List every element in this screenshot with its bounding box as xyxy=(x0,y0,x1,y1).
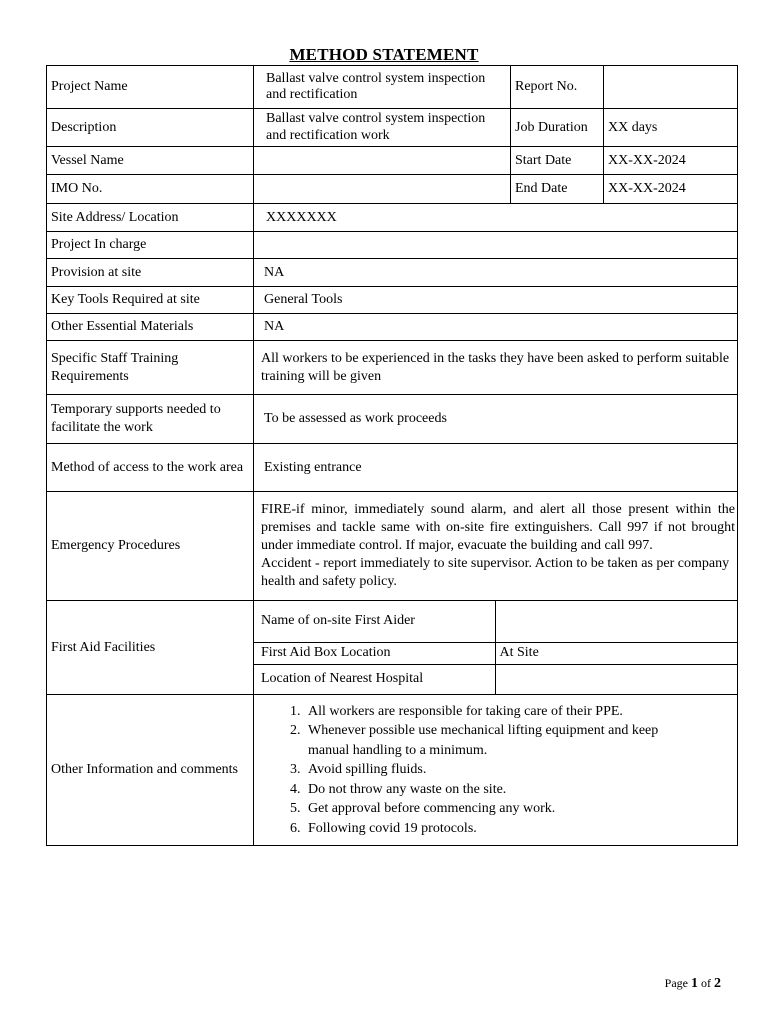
other-materials-value: NA xyxy=(254,314,738,341)
project-in-charge-value xyxy=(254,232,738,259)
staff-training-label: Specific Staff Training Requirements xyxy=(47,341,254,395)
emergency-label: Emergency Procedures xyxy=(47,492,254,601)
provision-value: NA xyxy=(254,259,738,287)
first-aid-table xyxy=(254,601,737,694)
row-other-info xyxy=(47,695,738,846)
end-date-label: End Date xyxy=(511,175,604,204)
key-tools-label: Key Tools Required at site xyxy=(47,287,254,314)
emergency-value xyxy=(254,492,738,601)
first-aider-value xyxy=(495,601,737,642)
row-other-materials xyxy=(47,314,738,341)
page-number xyxy=(665,976,721,992)
key-tools-value: General Tools xyxy=(254,287,738,314)
row-site-address xyxy=(47,204,738,232)
page-word: Page xyxy=(664,976,688,990)
project-in-charge-label: Project In charge xyxy=(47,232,254,259)
box-location-label: First Aid Box Location xyxy=(254,642,495,664)
hospital-value xyxy=(495,664,737,694)
current-page: 1 xyxy=(691,976,698,991)
other-materials-label: Other Essential Materials xyxy=(47,314,254,341)
first-aid-label: First Aid Facilities xyxy=(47,601,254,695)
row-provision xyxy=(47,259,738,287)
start-date-value: XX-XX-2024 xyxy=(604,147,738,175)
other-info-list xyxy=(258,702,697,839)
vessel-name-value xyxy=(254,147,511,175)
row-description xyxy=(47,109,738,147)
row-staff-training xyxy=(47,341,738,395)
temp-supports-value: To be assessed as work proceeds xyxy=(254,395,738,444)
row-emergency xyxy=(47,492,738,601)
list-item: 3. Avoid spilling fluids. xyxy=(304,760,697,780)
vessel-name-label: Vessel Name xyxy=(47,147,254,175)
job-duration-label: Job Duration xyxy=(511,109,604,147)
project-name-label: Project Name xyxy=(47,66,254,109)
staff-training-value: All workers to be experienced in the tasks they have been asked to perform suitable training will be given xyxy=(254,341,738,395)
description-value: Ballast valve control system inspection and rectification work xyxy=(254,109,511,147)
project-name-value: Ballast valve control system inspection and rectification xyxy=(254,66,511,109)
other-info-label: Other Information and comments xyxy=(47,695,254,846)
other-info-value xyxy=(254,695,738,846)
row-first-aid xyxy=(47,601,738,695)
first-aider-label: Name of on-site First Aider xyxy=(254,601,495,642)
row-project-in-charge xyxy=(47,232,738,259)
row-imo xyxy=(47,175,738,204)
imo-label: IMO No. xyxy=(47,175,254,204)
end-date-value: XX-XX-2024 xyxy=(604,175,738,204)
method-statement-table xyxy=(46,65,738,846)
first-aid-details xyxy=(254,601,738,695)
total-pages: 2 xyxy=(714,976,721,991)
temp-supports-label: Temporary supports needed to facilitate the work xyxy=(47,395,254,444)
imo-value xyxy=(254,175,511,204)
list-item: 5. Get approval before commencing any work. xyxy=(304,799,697,819)
row-key-tools xyxy=(47,287,738,314)
job-duration-value: XX days xyxy=(604,109,738,147)
start-date-label: Start Date xyxy=(511,147,604,175)
list-item: 2. Whenever possible use mechanical lifting equipment and keep manual handling to a minimum. xyxy=(304,721,697,760)
description-label: Description xyxy=(47,109,254,147)
row-temp-supports xyxy=(47,395,738,444)
box-location-value: At Site xyxy=(495,642,737,664)
row-project-name xyxy=(47,66,738,109)
of-word: of xyxy=(701,976,711,990)
report-no-label: Report No. xyxy=(511,66,604,109)
row-access xyxy=(47,444,738,492)
access-value: Existing entrance xyxy=(254,444,738,492)
report-no-value xyxy=(604,66,738,109)
site-address-value: XXXXXXX xyxy=(254,204,738,232)
row-vessel-name xyxy=(47,147,738,175)
document-title: METHOD STATEMENT xyxy=(289,45,479,64)
list-item: 6. Following covid 19 protocols. xyxy=(304,819,697,839)
list-item: 4. Do not throw any waste on the site. xyxy=(304,780,697,800)
site-address-label: Site Address/ Location xyxy=(47,204,254,232)
emergency-accident-text: Accident - report immediately to site supervisor. Action to be taken as per company health and safety policy. xyxy=(261,556,730,589)
emergency-fire-text: FIRE-if minor, immediately sound alarm, and alert all those present within the premises and tackle same with on-site fire extinguishers. Call 997 if not brought under immediate control. If major, evacuate the building and call 997. xyxy=(261,502,735,553)
access-label: Method of access to the work area xyxy=(47,444,254,492)
provision-label: Provision at site xyxy=(47,259,254,287)
list-item: 1. All workers are responsible for taking care of their PPE. xyxy=(304,702,697,722)
hospital-label: Location of Nearest Hospital xyxy=(254,664,495,694)
